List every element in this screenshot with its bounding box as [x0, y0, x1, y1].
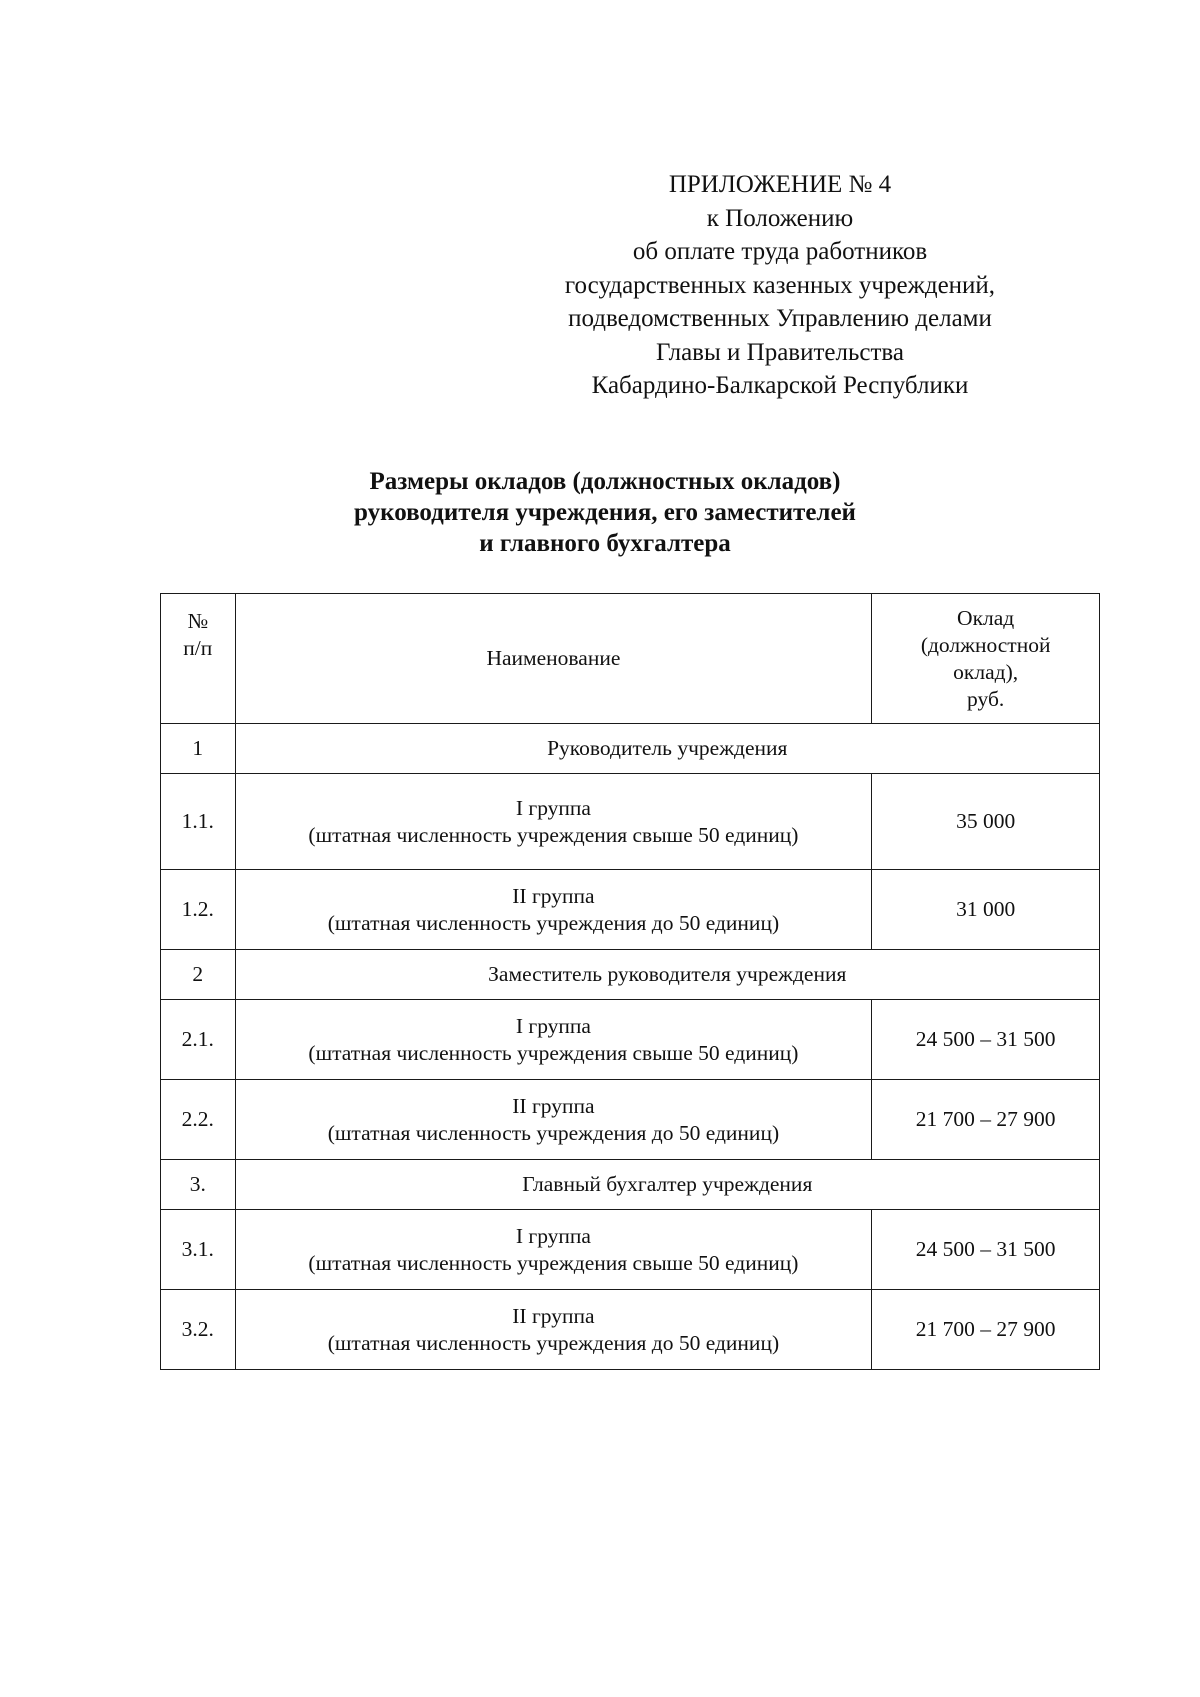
- appendix-line: к Положению: [706, 204, 854, 232]
- row-num: 3.1.: [161, 1210, 236, 1290]
- row-group-desc: (штатная численность учреждения до 50 единиц): [327, 1120, 780, 1145]
- row-num: 3.2.: [161, 1290, 236, 1370]
- table-row: [161, 774, 1100, 870]
- table-row: [161, 1210, 1100, 1290]
- section-row: [161, 724, 1100, 774]
- section-title: Заместитель руководителя учреждения: [235, 950, 1099, 1000]
- title-line: и главного бухгалтера: [479, 530, 731, 557]
- section-row: [161, 950, 1100, 1000]
- row-group-label: I группа: [515, 1013, 591, 1038]
- row-num: 1.1.: [161, 774, 236, 870]
- section-title: Руководитель учреждения: [235, 724, 1099, 774]
- header-num-label: п/п: [183, 636, 213, 660]
- header-num-cell: [161, 594, 236, 724]
- appendix-line: Главы и Правительства: [656, 338, 904, 366]
- header-salary-line: (должностной: [920, 632, 1051, 657]
- appendix-line: государственных казенных учреждений,: [564, 271, 996, 299]
- header-name-cell: Наименование: [235, 594, 872, 724]
- row-salary: 21 700 – 27 900: [872, 1080, 1100, 1160]
- row-name: [235, 1290, 872, 1370]
- row-group-label: II группа: [512, 1093, 595, 1118]
- table-row: [161, 1080, 1100, 1160]
- salary-table: [160, 593, 1100, 1370]
- row-num: 2.2.: [161, 1080, 236, 1160]
- title-line: руководителя учреждения, его заместителей: [354, 499, 856, 526]
- appendix-line: подведомственных Управлению делами: [568, 305, 992, 332]
- row-group-label: II группа: [512, 883, 595, 908]
- section-row: [161, 1160, 1100, 1210]
- section-num: 1: [161, 724, 236, 774]
- row-name: [235, 1000, 872, 1080]
- row-group-desc: (штатная численность учреждения до 50 единиц): [327, 1330, 780, 1355]
- row-name: [235, 1210, 872, 1290]
- row-salary: 24 500 – 31 500: [872, 1210, 1100, 1290]
- document-title: [250, 466, 960, 559]
- appendix-header: [530, 168, 1030, 403]
- title-line: Размеры окладов (должностных окладов): [369, 468, 841, 495]
- row-name: [235, 774, 872, 870]
- table-row: [161, 870, 1100, 950]
- appendix-line: Кабардино-Балкарской Республики: [591, 372, 969, 399]
- row-salary: 21 700 – 27 900: [872, 1290, 1100, 1370]
- row-name: [235, 1080, 872, 1160]
- row-salary: 31 000: [872, 870, 1100, 950]
- section-title: Главный бухгалтер учреждения: [235, 1160, 1099, 1210]
- section-num: 3.: [161, 1160, 236, 1210]
- row-salary: 24 500 – 31 500: [872, 1000, 1100, 1080]
- row-group-desc: (штатная численность учреждения свыше 50 единиц): [308, 1250, 799, 1275]
- table-row: [161, 1000, 1100, 1080]
- row-group-label: I группа: [515, 1223, 591, 1248]
- header-num-symbol: №: [187, 609, 209, 633]
- header-salary-line: Оклад: [957, 605, 1015, 630]
- row-group-desc: (штатная численность учреждения свыше 50 единиц): [308, 1040, 799, 1065]
- row-name: [235, 870, 872, 950]
- row-num: 2.1.: [161, 1000, 236, 1080]
- header-salary-cell: [872, 594, 1100, 724]
- appendix-line: ПРИЛОЖЕНИЕ № 4: [668, 171, 892, 198]
- row-salary: 35 000: [872, 774, 1100, 870]
- table-header-row: [161, 594, 1100, 724]
- row-group-desc: (штатная численность учреждения до 50 единиц): [327, 910, 780, 935]
- row-group-label: I группа: [515, 795, 591, 820]
- header-salary-line: оклад),: [953, 659, 1019, 684]
- appendix-line: об оплате труда работников: [632, 238, 928, 265]
- section-num: 2: [161, 950, 236, 1000]
- row-num: 1.2.: [161, 870, 236, 950]
- header-salary-line: руб.: [967, 686, 1005, 711]
- table-row: [161, 1290, 1100, 1370]
- row-group-desc: (штатная численность учреждения свыше 50 единиц): [308, 822, 799, 847]
- row-group-label: II группа: [512, 1303, 595, 1328]
